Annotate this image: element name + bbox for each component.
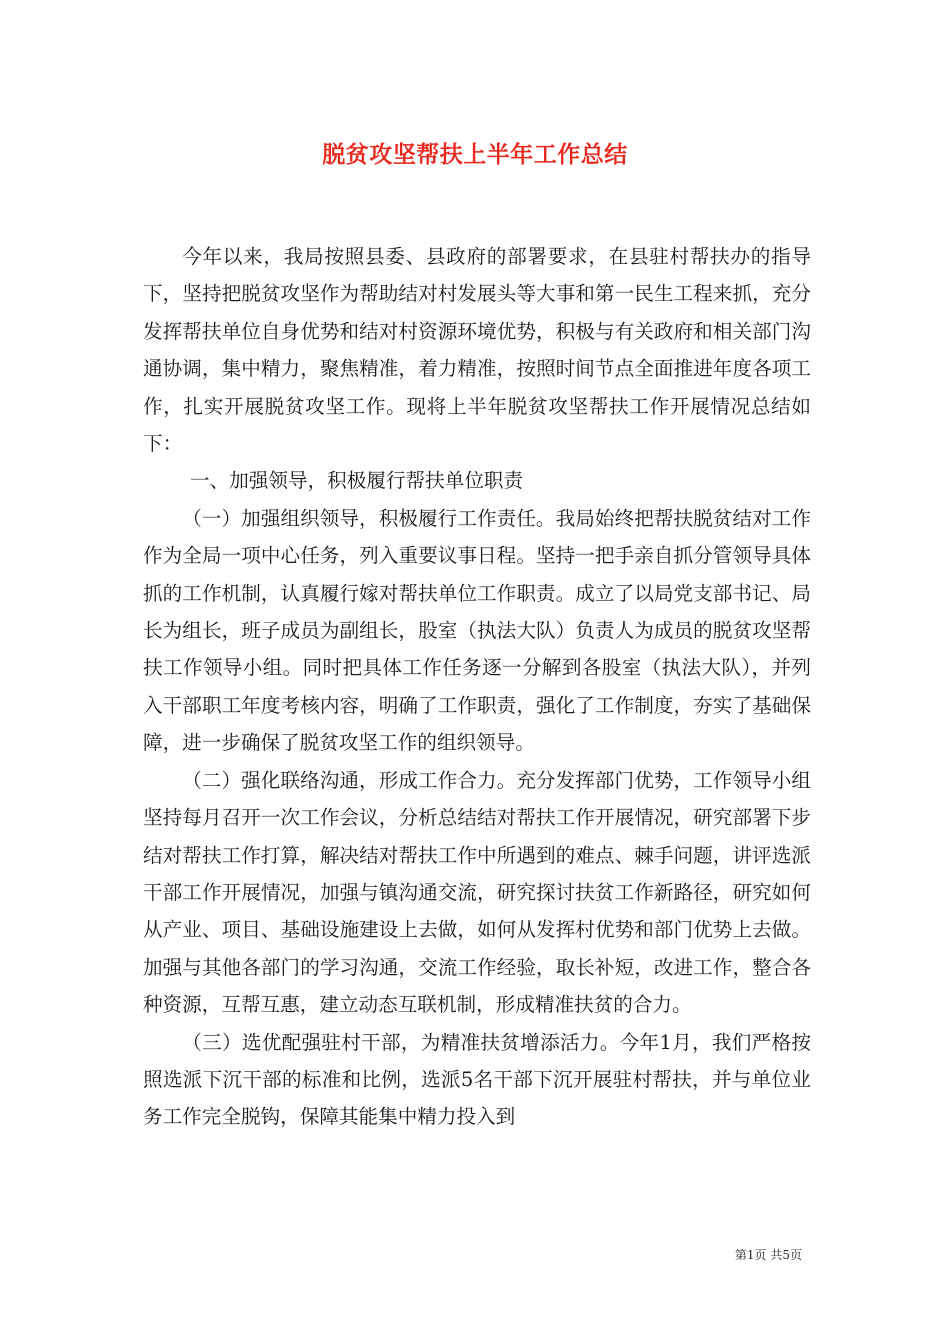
paragraph-2: （二）强化联络沟通，形成工作合力。充分发挥部门优势，工作领导小组坚持每月召开一次工作会议，分析总结结对帮扶工作开展情况，研究部署下步结对帮扶工作打算，解决结对帮扶工作中所遇到的难点、棘手问题，讲评选派干部工作开展情况，加强与镇沟通交流，研究探讨扶贫工作新路径，研究如何从产业、项目、基础设施建设上去做，如何从发挥村优势和部门优势上去做。加强与其他各部门的学习沟通，交流工作经验，取长补短，改进工作，整合各种资源，互帮互惠，建立动态互联机制，形成精准扶贫的合力。 — [143, 768, 811, 1017]
document-body — [143, 238, 811, 1136]
intro-paragraph: 今年以来，我局按照县委、县政府的部署要求，在县驻村帮扶办的指导下，坚持把脱贫攻坚作为帮助结对村发展头等大事和第一民生工程来抓，充分发挥帮扶单位自身优势和结对村资源环境优势，积极与有关政府和相关部门沟通协调，集中精力，聚焦精准，着力精准，按照时间节点全面推进年度各项工作，扎实开展脱贫攻坚工作。现将上半年脱贫攻坚帮扶工作开展情况总结如下： — [143, 245, 811, 456]
page-footer: 第1页 共5页 — [734, 1248, 802, 1262]
section-heading-1: 一、加强领导，积极履行帮扶单位职责 — [190, 469, 524, 493]
document-title: 脱贫攻坚帮扶上半年工作总结 — [322, 142, 628, 168]
paragraph-3: （三）选优配强驻村干部，为精准扶贫增添活力。今年1月，我们严格按照选派下沉干部的标准和比例，选派5名干部下沉开展驻村帮扶，并与单位业务工作完全脱钩，保障其能集中精力投入到 — [143, 1030, 811, 1129]
paragraph-1: （一）加强组织领导，积极履行工作责任。我局始终把帮扶脱贫结对工作作为全局一项中心任务，列入重要议事日程。坚持一把手亲自抓分管领导具体抓的工作机制，认真履行嫁对帮扶单位工作职责。成立了以局党支部书记、局长为组长，班子成员为副组长，股室（执法大队）负责人为成员的脱贫攻坚帮扶工作领导小组。同时把具体工作任务逐一分解到各股室（执法大队），并列入干部职工年度考核内容，明确了工作职责，强化了工作制度，夯实了基础保障，进一步确保了脱贫攻坚工作的组织领导。 — [143, 506, 811, 755]
